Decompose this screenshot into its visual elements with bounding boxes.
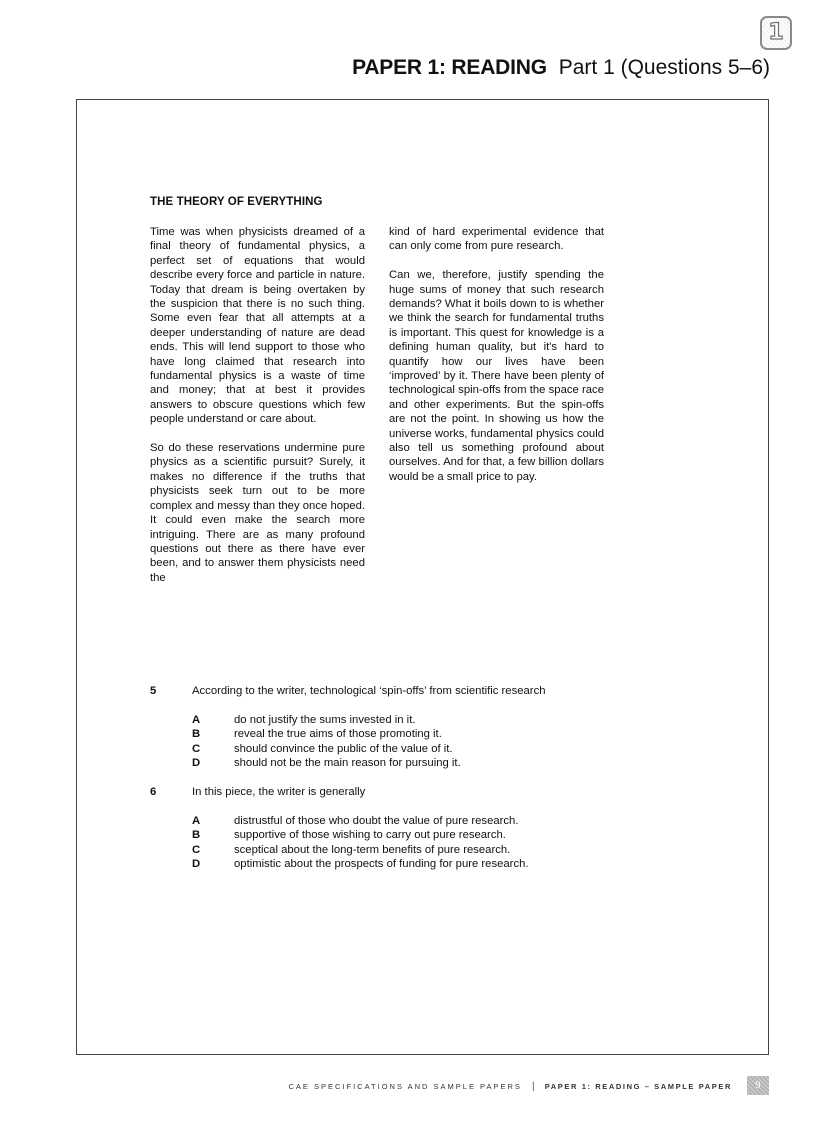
option-letter: B	[192, 728, 201, 741]
paragraph: kind of hard experimental evidence that can only come from pure research.	[389, 226, 604, 253]
page-number-box	[747, 1076, 769, 1095]
article-title: THE THEORY OF EVERYTHING	[150, 196, 323, 208]
paragraph: Can we, therefore, justify spending the huge sums of money that such research demands? What it boils down to is whether we think the search for fundamental truths is important. This quest for knowledge is a defining human quality, but it's hard to quantify how our lives have been ‘improved’ by it. There have been plenty of technological spin-offs from the space race and other experiments. But the spin-offs are not the point. In showing us how the universe works, fundamental physics could also tell us something profound about ourselves. And for that, a few billion dollars would be a small price to pay.	[389, 269, 604, 483]
article-column-left	[150, 225, 365, 600]
paper-title: PAPER 1: READING	[352, 56, 547, 79]
option-letter: B	[192, 829, 201, 842]
paragraph: Time was when physicists dreamed of a final theory of fundamental physics, a perfect set of equations that would describe every force and particle in nature. Today that dream is being overtaken by the suspicion that there is no such thing. Some even fear that all attempts at a deeper understanding of nature are dead ends. This will lend support to those who have long claimed that research into fundamental physics is a waste of time and money; that at best it provides answers to obscure questions which few people understand or care about.	[150, 226, 365, 426]
option-text: sceptical about the long-term benefits of pure research.	[234, 843, 511, 856]
option-text: supportive of those wishing to carry out pure research.	[234, 829, 506, 842]
page-header	[352, 56, 770, 80]
question-stem: In this piece, the writer is generally	[192, 786, 366, 798]
option-text: should not be the main reason for pursuing it.	[234, 757, 461, 770]
option-text: optimistic about the prospects of funding for pure research.	[234, 858, 529, 871]
option-text: distrustful of those who doubt the value of pure research.	[234, 815, 519, 827]
question-number: 6	[150, 786, 157, 798]
article-column-right	[389, 225, 604, 499]
option-letter: D	[192, 757, 201, 770]
question-stem: According to the writer, technological ‘spin-offs’ from scientific research	[192, 685, 546, 697]
footer-separator: |	[532, 1081, 535, 1092]
option-letter: A	[192, 815, 201, 827]
option-letter: D	[192, 858, 201, 871]
question-number: 5	[150, 685, 157, 697]
part-number: 1	[768, 20, 784, 45]
option-text: should convince the public of the value of it.	[234, 742, 453, 755]
option-letter: C	[192, 843, 201, 856]
option-letter: A	[192, 714, 201, 726]
part-title: Part 1 (Questions 5–6)	[558, 56, 770, 79]
footer-series: CAE SPECIFICATIONS AND SAMPLE PAPERS	[288, 1082, 522, 1091]
option-letter: C	[192, 742, 201, 755]
option-text: reveal the true aims of those promoting it.	[234, 728, 442, 741]
page-footer	[289, 1081, 733, 1092]
paragraph: So do these reservations undermine pure physics as a scientific pursuit? Surely, it makes no difference if the truths that physicists seek turn out to be more complex and messy than they once hoped. It could even make the search more intriguing. There are as many profound questions out there as there have ever been, and to answer them physicists need the	[150, 442, 365, 584]
page-number: 9	[755, 1080, 761, 1091]
part-number-badge	[760, 16, 792, 50]
footer-section: PAPER 1: READING – SAMPLE PAPER	[544, 1082, 732, 1091]
option-text: do not justify the sums invested in it.	[234, 714, 416, 726]
